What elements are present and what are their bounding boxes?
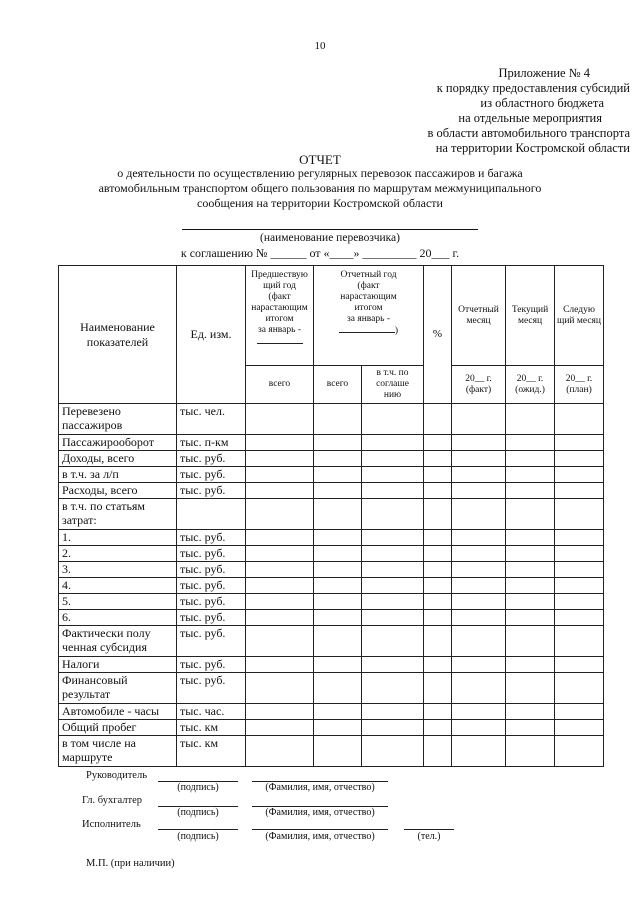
value-cell[interactable] (506, 546, 555, 562)
header-next-month: Следую щий месяц (555, 266, 604, 366)
value-cell[interactable] (314, 435, 362, 451)
value-cell[interactable] (555, 483, 604, 499)
value-cell[interactable] (246, 610, 314, 626)
header-text: за январь - (347, 314, 390, 324)
value-cell[interactable] (424, 626, 452, 657)
value-cell[interactable] (424, 499, 452, 530)
value-cell[interactable] (362, 610, 424, 626)
blank-line (257, 336, 303, 344)
value-cell[interactable] (506, 562, 555, 578)
row-unit (177, 499, 246, 530)
head-label: Руководитель (86, 770, 147, 781)
name-caption: (Фамилия, имя, отчество) (265, 831, 375, 842)
table-row (59, 673, 604, 704)
value-cell[interactable] (362, 736, 424, 767)
row-unit: тыс. руб. (177, 578, 246, 594)
value-cell[interactable] (424, 594, 452, 610)
value-cell[interactable] (424, 720, 452, 736)
row-label: Пассажирооборот (59, 435, 177, 451)
table-body (59, 404, 604, 767)
value-cell[interactable] (246, 704, 314, 720)
value-cell[interactable] (246, 435, 314, 451)
value-cell[interactable] (314, 530, 362, 546)
value-cell[interactable] (555, 578, 604, 594)
value-cell[interactable] (314, 657, 362, 673)
value-cell[interactable] (555, 404, 604, 435)
value-cell[interactable] (506, 673, 555, 704)
value-cell[interactable] (314, 704, 362, 720)
value-cell[interactable] (555, 626, 604, 657)
value-cell[interactable] (506, 435, 555, 451)
header-text: (факт) (465, 384, 492, 395)
row-label: Общий пробег (59, 720, 177, 736)
row-label: 2. (59, 546, 177, 562)
header-text: 20__ г. (565, 373, 593, 384)
value-cell[interactable] (362, 673, 424, 704)
header-text: 20__ г. (465, 373, 492, 384)
row-unit: тыс. руб. (177, 673, 246, 704)
value-cell[interactable] (452, 483, 506, 499)
value-cell[interactable] (314, 673, 362, 704)
value-cell[interactable] (246, 562, 314, 578)
table-row (59, 578, 604, 594)
carrier-name-line (182, 229, 478, 230)
value-cell[interactable] (424, 736, 452, 767)
table-row (59, 704, 604, 720)
row-label: 6. (59, 610, 177, 626)
subtitle-line: автомобильным транспортом общего пользования по маршрутам межмуниципального (98, 181, 542, 195)
table-row (59, 736, 604, 767)
value-cell[interactable] (506, 610, 555, 626)
row-unit: тыс. руб. (177, 467, 246, 483)
value-cell[interactable] (452, 736, 506, 767)
table-row (59, 562, 604, 578)
value-cell[interactable] (362, 451, 424, 467)
value-cell[interactable] (424, 483, 452, 499)
row-label: Финансовый результат (59, 673, 177, 704)
value-cell[interactable] (452, 594, 506, 610)
value-cell[interactable] (424, 578, 452, 594)
value-cell[interactable] (314, 546, 362, 562)
value-cell[interactable] (424, 451, 452, 467)
table-row (59, 610, 604, 626)
value-cell[interactable] (424, 562, 452, 578)
signature-caption: (подпись) (177, 807, 219, 818)
value-cell[interactable] (452, 562, 506, 578)
row-label: Фактически полу ченная субсидия (59, 626, 177, 657)
table-row (59, 720, 604, 736)
value-cell[interactable] (424, 530, 452, 546)
value-cell[interactable] (555, 720, 604, 736)
value-cell[interactable] (452, 720, 506, 736)
accountant-label: Гл. бухгалтер (82, 795, 143, 806)
table-row (59, 499, 604, 530)
value-cell[interactable] (362, 578, 424, 594)
value-cell[interactable] (506, 467, 555, 483)
header-prev-year (246, 266, 314, 366)
value-cell[interactable] (314, 578, 362, 594)
value-cell[interactable] (506, 530, 555, 546)
row-unit: тыс. руб. (177, 626, 246, 657)
value-cell[interactable] (452, 404, 506, 435)
appendix-block (330, 66, 630, 156)
header-text: нарастающим (340, 292, 397, 302)
table-row (59, 530, 604, 546)
value-cell[interactable] (362, 657, 424, 673)
value-cell[interactable] (555, 736, 604, 767)
value-cell[interactable] (555, 704, 604, 720)
table-row (59, 626, 604, 657)
header-year-expected (506, 366, 555, 404)
table-row (59, 594, 604, 610)
agreement-line: к соглашению № ______ от «____» _________ 20___ г. (180, 246, 460, 260)
row-unit: тыс. руб. (177, 451, 246, 467)
value-cell[interactable] (314, 483, 362, 499)
value-cell[interactable] (314, 594, 362, 610)
value-cell[interactable] (246, 657, 314, 673)
value-cell[interactable] (246, 594, 314, 610)
value-cell[interactable] (506, 451, 555, 467)
table-row (59, 404, 604, 435)
value-cell[interactable] (246, 626, 314, 657)
value-cell[interactable] (246, 530, 314, 546)
row-unit: тыс. руб. (177, 594, 246, 610)
header-text: (план) (566, 384, 592, 395)
value-cell[interactable] (314, 404, 362, 435)
header-total: всего (246, 366, 314, 404)
value-cell[interactable] (246, 736, 314, 767)
header-report-month: Отчетный месяц (452, 266, 506, 366)
page-number: 10 (314, 40, 326, 52)
row-unit: тыс. руб. (177, 610, 246, 626)
row-unit: тыс. руб. (177, 657, 246, 673)
value-cell[interactable] (452, 610, 506, 626)
signature-caption: (подпись) (177, 831, 219, 842)
report-title: ОТЧЕТ (299, 152, 341, 167)
signature-caption: (подпись) (177, 782, 219, 793)
value-cell[interactable] (452, 546, 506, 562)
subtitle-line: сообщения на территории Костромской области (197, 196, 443, 210)
value-cell[interactable] (424, 435, 452, 451)
header-text: щий год (263, 281, 296, 291)
header-text: (факт (357, 281, 380, 291)
value-cell[interactable] (452, 673, 506, 704)
value-cell[interactable] (506, 499, 555, 530)
value-cell[interactable] (555, 673, 604, 704)
value-cell[interactable] (314, 467, 362, 483)
row-unit: тыс. км (177, 720, 246, 736)
row-label: Доходы, всего (59, 451, 177, 467)
value-cell[interactable] (506, 578, 555, 594)
value-cell[interactable] (246, 483, 314, 499)
appendix-line: к порядку предоставления субсидий (436, 81, 630, 95)
header-text: (факт (268, 292, 291, 302)
value-cell[interactable] (506, 483, 555, 499)
table-row (59, 467, 604, 483)
report-subtitle (70, 166, 570, 211)
row-unit: тыс. руб. (177, 562, 246, 578)
value-cell[interactable] (506, 736, 555, 767)
table-row (59, 451, 604, 467)
value-cell[interactable] (555, 657, 604, 673)
value-cell[interactable] (506, 657, 555, 673)
row-unit: тыс. час. (177, 704, 246, 720)
value-cell[interactable] (555, 562, 604, 578)
value-cell[interactable] (555, 546, 604, 562)
value-cell[interactable] (362, 499, 424, 530)
value-cell[interactable] (424, 673, 452, 704)
value-cell[interactable] (314, 736, 362, 767)
carrier-label: (наименование перевозчика) (259, 232, 400, 244)
value-cell[interactable] (362, 626, 424, 657)
stamp-label: М.П. (при наличии) (86, 858, 175, 869)
header-incl-agreement (362, 366, 424, 404)
value-cell[interactable] (246, 720, 314, 736)
value-cell[interactable] (362, 546, 424, 562)
value-cell[interactable] (362, 704, 424, 720)
table-row (59, 435, 604, 451)
row-label: 5. (59, 594, 177, 610)
row-label: в том числе на маршруте (59, 736, 177, 767)
header-text: (ожид.) (515, 384, 545, 395)
header-unit: Ед. изм. (177, 266, 246, 404)
value-cell[interactable] (555, 435, 604, 451)
header-text: 20__ г. (516, 373, 544, 384)
phone-line (404, 829, 454, 830)
value-cell[interactable] (555, 451, 604, 467)
value-cell[interactable] (246, 404, 314, 435)
value-cell[interactable] (452, 499, 506, 530)
value-cell[interactable] (362, 594, 424, 610)
value-cell[interactable] (246, 499, 314, 530)
value-cell[interactable] (452, 530, 506, 546)
subtitle-line: о деятельности по осуществлению регулярных перевозок пассажиров и багажа (117, 166, 523, 180)
appendix-line: из областного бюджета (480, 96, 604, 110)
value-cell[interactable] (506, 626, 555, 657)
header-text: нию (383, 390, 402, 400)
row-label: Перевезено пассажиров (59, 404, 177, 435)
value-cell[interactable] (506, 594, 555, 610)
phone-caption: (тел.) (417, 831, 441, 842)
value-cell[interactable] (424, 610, 452, 626)
header-indicator: Наименование показателей (59, 266, 177, 404)
value-cell[interactable] (246, 673, 314, 704)
value-cell[interactable] (555, 594, 604, 610)
appendix-line: на отдельные мероприятия (458, 111, 602, 125)
value-cell[interactable] (362, 720, 424, 736)
value-cell[interactable] (424, 657, 452, 673)
header-text: соглаше (376, 379, 409, 389)
value-cell[interactable] (362, 530, 424, 546)
row-label: Налоги (59, 657, 177, 673)
value-cell[interactable] (314, 562, 362, 578)
value-cell[interactable] (452, 435, 506, 451)
table-row (59, 546, 604, 562)
value-cell[interactable] (246, 546, 314, 562)
value-cell[interactable] (314, 610, 362, 626)
header-text: итогом (354, 303, 383, 313)
header-text: Отчетный год (340, 270, 397, 280)
value-cell[interactable] (452, 657, 506, 673)
value-cell[interactable] (246, 578, 314, 594)
value-cell[interactable] (362, 483, 424, 499)
value-cell[interactable] (555, 467, 604, 483)
value-cell[interactable] (452, 704, 506, 720)
row-label: 1. (59, 530, 177, 546)
row-label: в т.ч. за л/п (59, 467, 177, 483)
header-current-month: Текущий месяц (506, 266, 555, 366)
appendix-line: в области автомобильного транспорта (427, 126, 630, 140)
name-caption: (Фамилия, имя, отчество) (265, 782, 375, 793)
row-unit: тыс. п-км (177, 435, 246, 451)
header-percent: % (424, 266, 452, 404)
value-cell[interactable] (362, 435, 424, 451)
value-cell[interactable] (506, 720, 555, 736)
blank-line (339, 325, 395, 333)
row-unit: тыс. руб. (177, 530, 246, 546)
value-cell[interactable] (452, 467, 506, 483)
row-label: в т.ч. по статьям затрат: (59, 499, 177, 530)
value-cell[interactable] (424, 467, 452, 483)
value-cell[interactable] (452, 626, 506, 657)
header-report-year: Отчетный год (факт нарастающим итогом за январь - ) (314, 266, 424, 366)
value-cell[interactable] (246, 451, 314, 467)
value-cell[interactable] (314, 720, 362, 736)
appendix-title: Приложение № 4 (498, 66, 590, 80)
row-label: Расходы, всего (59, 483, 177, 499)
report-table (58, 265, 604, 767)
value-cell[interactable] (452, 578, 506, 594)
signature-line (158, 829, 238, 830)
value-cell[interactable] (314, 499, 362, 530)
header-text: нарастающим (251, 303, 308, 313)
value-cell[interactable] (314, 451, 362, 467)
header-text: за январь - (258, 325, 301, 335)
row-label: 4. (59, 578, 177, 594)
value-cell[interactable] (362, 404, 424, 435)
value-cell[interactable] (362, 562, 424, 578)
value-cell[interactable] (506, 704, 555, 720)
appendix-line: на территории Костромской области (435, 141, 630, 155)
row-label: 3. (59, 562, 177, 578)
table-row (59, 483, 604, 499)
value-cell[interactable] (314, 626, 362, 657)
row-unit: тыс. руб. (177, 546, 246, 562)
header-total2: всего (314, 366, 362, 404)
name-line (252, 829, 388, 830)
value-cell[interactable] (424, 704, 452, 720)
value-cell[interactable] (452, 451, 506, 467)
value-cell[interactable] (424, 404, 452, 435)
value-cell[interactable] (362, 467, 424, 483)
value-cell[interactable] (555, 530, 604, 546)
row-unit: тыс. км (177, 736, 246, 767)
name-caption: (Фамилия, имя, отчество) (265, 807, 375, 818)
value-cell[interactable] (424, 546, 452, 562)
value-cell[interactable] (555, 499, 604, 530)
header-year-plan (555, 366, 604, 404)
row-unit: тыс. чел. (177, 404, 246, 435)
row-label: Автомобиле - часы (59, 704, 177, 720)
header-text: итогом (265, 314, 294, 324)
header-text: Предшествую (251, 270, 308, 280)
value-cell[interactable] (506, 404, 555, 435)
row-unit: тыс. руб. (177, 483, 246, 499)
header-year-fact (452, 366, 506, 404)
value-cell[interactable] (246, 467, 314, 483)
executor-label: Исполнитель (82, 819, 141, 830)
value-cell[interactable] (555, 610, 604, 626)
table-row (59, 657, 604, 673)
header-text: в т.ч. по (376, 368, 409, 378)
